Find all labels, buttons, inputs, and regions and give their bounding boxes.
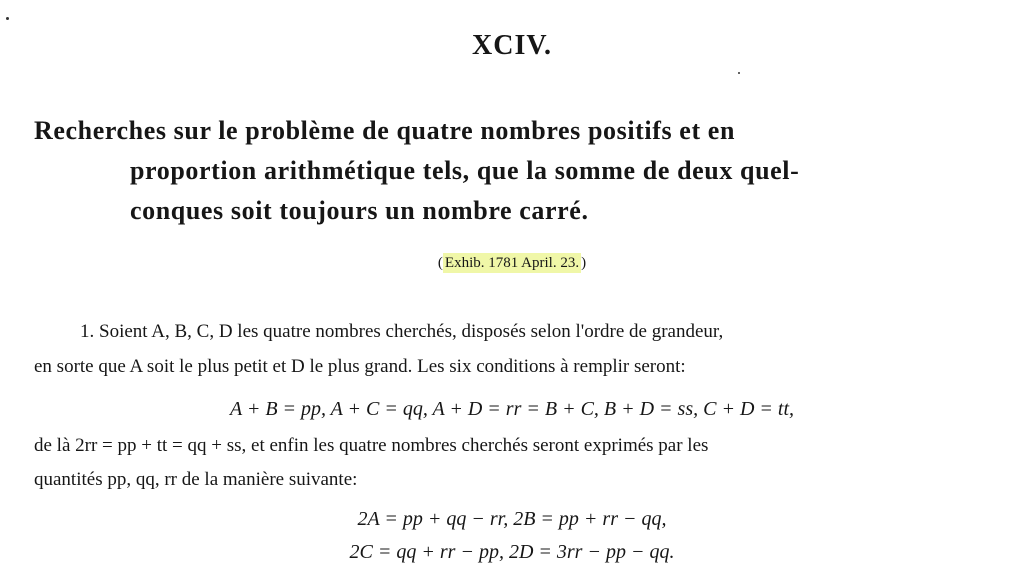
date-close-paren: ) xyxy=(581,255,587,271)
solution-formula-2: 2C = qq + rr − pp, 2D = 3rr − pp − qq. xyxy=(349,541,675,563)
conditions-formula: A + B = pp, A + C = qq, A + D = rr = B + C, B + D = ss, C + D = tt, xyxy=(229,398,795,420)
scan-speck xyxy=(738,72,740,74)
scan-speck xyxy=(6,17,9,20)
paper-title xyxy=(34,111,994,231)
paragraph-2-line-1: de là 2rr = pp + tt = qq + ss, et enfin les quatre nombres cherchés seront exprimés par les xyxy=(34,435,709,456)
date-open-paren: ( xyxy=(437,255,443,271)
paragraph-2-line-2: quantités pp, qq, rr de la manière suivante: xyxy=(34,469,358,490)
paragraph-1-line-1: 1. Soient A, B, C, D les quatre nombres cherchés, disposés selon l'ordre de grandeur, xyxy=(80,321,724,342)
chapter-number: XCIV. xyxy=(472,30,552,61)
title-line-2: proportion arithmétique tels, que la somme de deux quel- xyxy=(130,156,800,185)
solution-formula-1: 2A = pp + qq − rr, 2B = pp + rr − qq, xyxy=(357,508,667,530)
title-line-1: Recherches sur le problème de quatre nombres positifs et en xyxy=(34,116,736,145)
highlighted-date: Exhib. 1781 April. 23. xyxy=(444,255,580,271)
title-line-3: conques soit toujours un nombre carré. xyxy=(130,196,589,225)
exhibition-date xyxy=(0,255,1024,272)
paragraph-1-line-2: en sorte que A soit le plus petit et D le plus grand. Les six conditions à remplir seront: xyxy=(34,356,686,377)
